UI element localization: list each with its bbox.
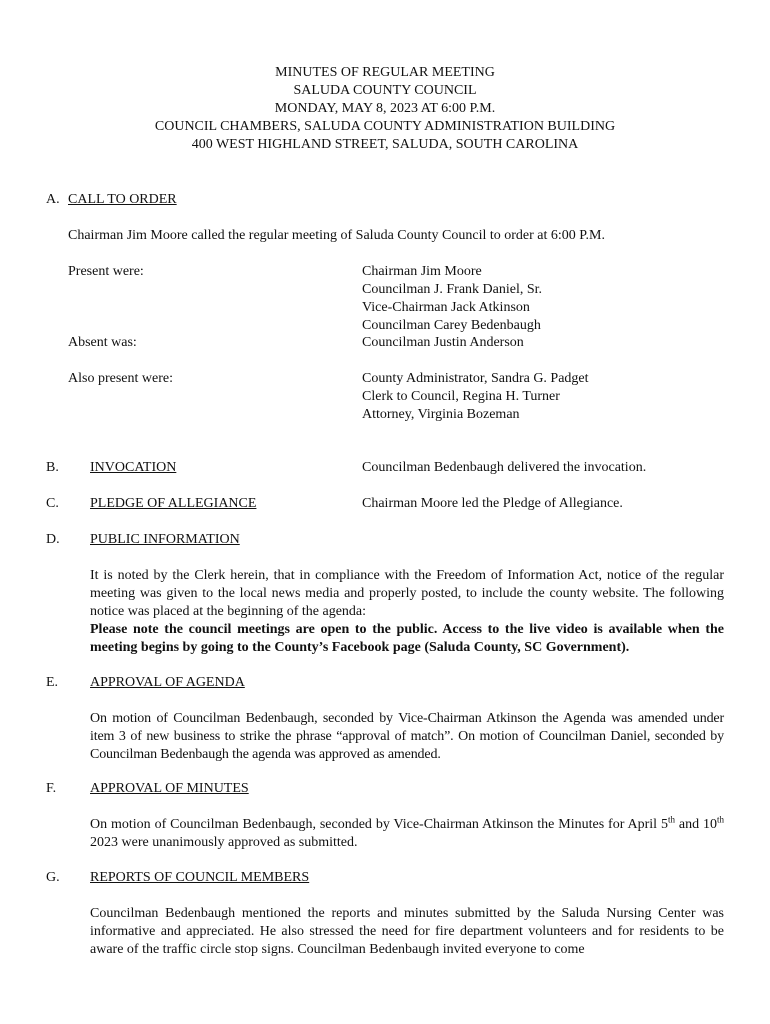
also-present-list	[362, 370, 589, 424]
minutes-text-part: and 10	[678, 817, 718, 832]
minutes-text-part: 2023 were unanimously approved as submitted.	[90, 835, 358, 850]
absent-label: Absent was:	[68, 335, 137, 350]
present-label: Present were:	[68, 264, 144, 279]
header-title: MINUTES OF REGULAR MEETING	[275, 65, 495, 80]
section-c-title: PLEDGE OF ALLEGIANCE	[90, 496, 257, 511]
section-d-title: PUBLIC INFORMATION	[90, 532, 240, 547]
header-location: COUNCIL CHAMBERS, SALUDA COUNTY ADMINISTRATION BUILDING	[154, 119, 616, 134]
ordinal-suffix: th	[667, 814, 675, 825]
approval-of-minutes-text	[90, 816, 724, 852]
section-c-letter: C.	[46, 496, 59, 511]
header-address: 400 WEST HIGHLAND STREET, SALUDA, SOUTH CAROLINA	[191, 137, 579, 152]
section-a-title: CALL TO ORDER	[68, 192, 177, 207]
public-information-body	[90, 567, 724, 657]
call-to-order-text: Chairman Jim Moore called the regular meeting of Saluda County Council to order at 6:00 P.M.	[68, 228, 605, 243]
invocation-text: Councilman Bedenbaugh delivered the invocation.	[362, 460, 647, 475]
section-a-letter: A.	[46, 192, 60, 207]
present-member: Vice-Chairman Jack Atkinson	[362, 300, 530, 315]
section-e-letter: E.	[46, 675, 59, 690]
public-notice-text: Please note the council meetings are open to the public. Access to the live video is available when the meeting begins by going to the County’s Facebook page (Saluda County, SC Government).	[90, 622, 724, 655]
also-present-label: Also present were:	[68, 371, 173, 386]
reports-of-council-text: Councilman Bedenbaugh mentioned the reports and minutes submitted by the Saluda Nursing Center was informative and appreciated. He also stressed the need for fire department volunteers and for residents to be aware of the traffic circle stop signs. Councilman Bedenbaugh invited everyone to come	[90, 906, 724, 957]
section-f-title: APPROVAL OF MINUTES	[90, 781, 249, 796]
public-information-text: It is noted by the Clerk herein, that in compliance with the Freedom of Information Act, notice of the regular meeting was given to the local news media and properly posted, to include the county website. The following notice was placed at the beginning of the agenda:	[90, 568, 724, 619]
approval-of-agenda-body	[90, 710, 724, 764]
also-present-person: Clerk to Council, Regina H. Turner	[362, 389, 560, 404]
also-present-person: County Administrator, Sandra G. Padget	[362, 371, 589, 386]
header-council: SALUDA COUNTY COUNCIL	[293, 83, 477, 98]
minutes-text-part: On motion of Councilman Bedenbaugh, seconded by Vice-Chairman Atkinson the Minutes for April 5	[90, 817, 668, 832]
section-b-letter: B.	[46, 460, 59, 475]
section-e-title: APPROVAL OF AGENDA	[90, 675, 245, 690]
document-header	[0, 64, 770, 154]
approval-of-agenda-text: On motion of Councilman Bedenbaugh, seconded by Vice-Chairman Atkinson the Agenda was amended under item 3 of new business to strike the phrase “approval of match”. On motion of Councilman Daniel, seconded by Councilman Bedenbaugh the agenda was approved as amended.	[90, 711, 724, 762]
reports-of-council-body	[90, 905, 724, 959]
absent-member: Councilman Justin Anderson	[362, 335, 524, 350]
present-member: Chairman Jim Moore	[362, 264, 482, 279]
ordinal-suffix: th	[717, 814, 725, 825]
pledge-text: Chairman Moore led the Pledge of Allegiance.	[362, 496, 623, 511]
header-date: MONDAY, MAY 8, 2023 AT 6:00 P.M.	[274, 101, 496, 116]
section-f-letter: F.	[46, 781, 57, 796]
section-d-letter: D.	[46, 532, 60, 547]
section-g-title: REPORTS OF COUNCIL MEMBERS	[90, 870, 310, 885]
also-present-person: Attorney, Virginia Bozeman	[362, 407, 520, 422]
approval-of-minutes-body	[90, 816, 724, 852]
section-g-letter: G.	[46, 870, 60, 885]
present-member: Councilman J. Frank Daniel, Sr.	[362, 282, 543, 297]
present-member: Councilman Carey Bedenbaugh	[362, 318, 541, 333]
section-b-title: INVOCATION	[90, 460, 177, 475]
present-list	[362, 263, 542, 335]
